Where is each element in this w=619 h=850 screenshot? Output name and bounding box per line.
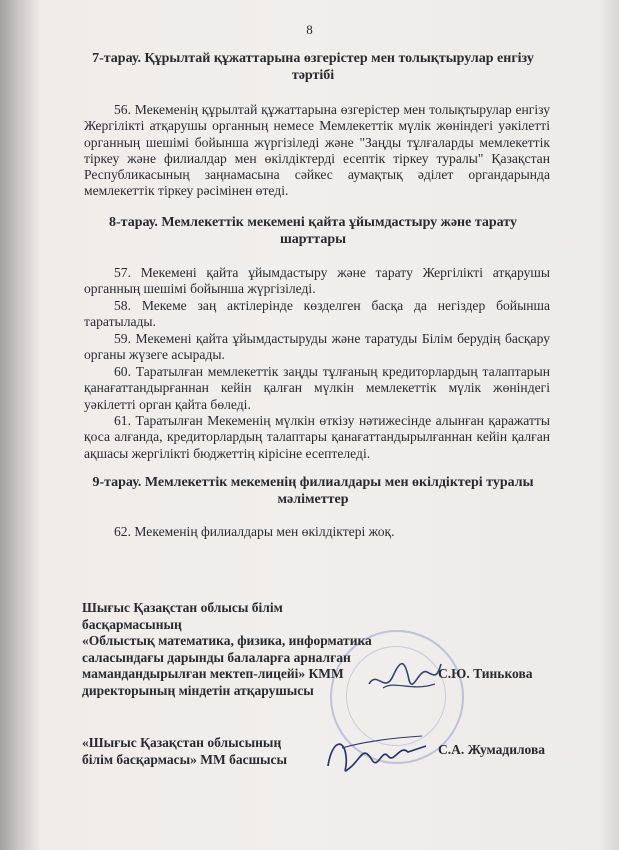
section-7-heading: 7-тарау. Құрылтай құжаттарына өзгерістер мен толықтырулар енгізу тәртібі (92, 51, 534, 83)
signatory-1-line-2: «Облыстық математика, физика, информатика (82, 633, 372, 649)
paragraph-61: 61. Таратылған Мекеменің мүлкін өткізу нәтижесінде алынған қаражатты қоса алғанда, кредиторлардың талаптары қанағаттандырылғаннан кейін қалған ақшасы жергілікті бюджеттің кірісіне есептеледі. (84, 413, 550, 461)
signatory-1-title (82, 600, 382, 700)
signatory-1-line-1: Шығыс Қазақстан облысы білім басқармасының (82, 600, 283, 632)
paragraph-58: 58. Мекеме заң актілерінде көзделген басқа да негіздер бойынша таратылады. (84, 298, 550, 330)
signatory-1-name: С.Ю. Тинькова (438, 666, 533, 681)
paragraph-56: 56. Мекеменің құрылтай құжаттарына өзгерістер мен толықтырулар енгізу Жергілікті атқарушы органның немесе Мемлекеттік мүлік жөніндегі уәкілетті органның шешімі бойынша жүргізіледі және "Заңды тұлғаларды мемлекеттік тіркеу және филиалдар мен өкілдіктерді есептік тіркеу туралы" Қазақстан Республикасының заңнамасына сәйкес аумақтық әділет органдарында мемлекеттік тіркеу рәсімінен өтеді. (84, 102, 550, 199)
signatory-1-line-5: директорының міндетін атқарушысы (82, 682, 314, 698)
signatory-1-line-3: саласындағы дарынды балаларға арналған (82, 649, 351, 665)
section-8-heading: 8-тарау. Мемлекеттік мекемені қайта ұйымдастыру және тарату шарттары (109, 215, 517, 247)
page-number: 8 (306, 22, 313, 37)
signatory-1-line-4: мамандандырылған мектеп-лицейі» КММ (82, 666, 344, 682)
signatory-2-name: С.А. Жумадилова (438, 742, 546, 757)
signatory-2-line-1: «Шығыс Қазақстан облысының (82, 735, 282, 750)
signatory-2-line-2: білім басқармасы» ММ басшысы (82, 751, 288, 767)
handwritten-signature-1 (365, 650, 445, 700)
paragraph-57: 57. Мекемені қайта ұйымдастыру және тарату Жергілікті атқарушы органның шешімі бойынша жүргізіледі. (84, 265, 550, 297)
section-9-heading: 9-тарау. Мемлекеттік мекеменің филиалдары мен өкілдіктері туралы мәліметтер (92, 475, 534, 507)
paragraph-59: 59. Мекемені қайта ұйымдастыруды және таратуды Білім берудің басқару органы жүзеге асырады. (84, 331, 550, 363)
binding-shadow (0, 0, 40, 850)
paragraph-62: 62. Мекеменің филиалдары мен өкілдіктері жоқ. (114, 524, 395, 539)
paragraph-60: 60. Таратылған мемлекеттік заңды тұлғаның кредиторлардың талаптарын қанағаттандырғаннан кейін қалған мүлкін мемлекеттік мүлік жөніндегі уәкілетті орган қайта бөледі. (84, 364, 550, 412)
handwritten-signature-2 (322, 726, 432, 782)
